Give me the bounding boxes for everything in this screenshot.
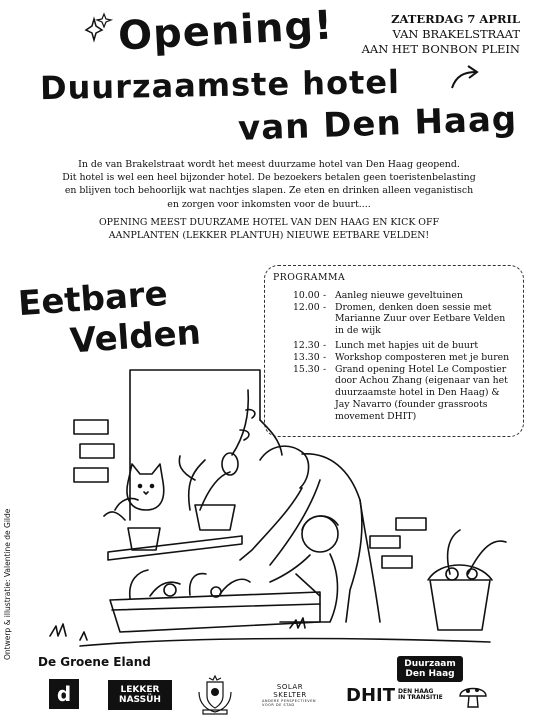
programme-text: Workshop composteren met je buren [335,351,510,363]
programme-time: 10.00 [293,289,320,301]
programme-time: 12.00 [293,301,320,313]
event-details [362,12,520,57]
logo-lekker-line2: NASSÜH [119,695,161,705]
logo-solar-skelter [262,680,318,710]
velden-title: Velden [68,312,203,362]
programme-time: 13.30 [293,351,320,363]
garden-illustration [20,360,520,650]
programme-dash: - [323,351,327,363]
programme-dash: - [323,301,327,313]
programme-text: Aanleg nieuwe geveltuinen [335,289,463,301]
intro-line: en blijven toch behoorlijk wat nachtjes slapen. Ze eten en drinken alleen veganistisch [64,185,474,197]
intro-paragraph [50,158,488,211]
programme-title: PROGRAMMA [273,272,346,283]
opening-line: AANPLANTEN (LEKKER PLANTUH) NIEUWE EETBARE VELDEN! [108,230,430,242]
logo-dhit [346,680,443,710]
event-street: VAN BRAKELSTRAAT [392,27,520,41]
logo-solar-line1: SOLAR [276,683,304,691]
headline-van-den-haag: van Den Haag [237,99,518,149]
programme-text: Grand opening Hotel Le Compostier door Achou Zhang (eigenaar van het duurzaamste hotel in Den Haag) & Jay Navarro (founder grassroots movement DHIT) [335,363,508,422]
logo-duurzaam-line1: Duurzaam [404,659,456,669]
logo-dhit-big: DHIT [346,684,395,706]
headline-opening: Opening! [116,2,335,60]
programme-item [293,290,515,302]
doodle-stars-icon [76,10,116,50]
programme-dash: - [323,339,327,351]
mushroom-logo-icon [456,680,490,710]
curved-arrow-icon [448,62,482,92]
logo-duurzaam-den-haag [397,656,463,682]
opening-announcement [50,216,488,242]
programme-item [293,340,515,352]
programme-time: 12.30 [293,339,320,351]
intro-line: en zorgen voor inkomsten voor de buurt.... [167,198,371,210]
programme-item [293,302,515,337]
logo-lekker-nassuh [108,680,172,710]
event-place: AAN HET BONBON PLEIN [361,42,520,56]
headline-duurzaamste-hotel: Duurzaamste hotel [39,62,401,108]
programme-text: Dromen, denken doen sessie met Marianne Zuur over Eetbare Velden in de wijk [335,301,506,337]
logo-dhit-small2: IN TRANSITIE [397,694,443,701]
intro-line: In de van Brakelstraat wordt het meest duurzame hotel van Den Haag geopend. [78,159,460,170]
logo-lekker-line1: LEKKER [120,685,160,695]
event-date: ZATERDAG 7 APRIL [391,12,520,26]
programme-text: Lunch met hapjes uit de buurt [335,339,479,351]
logo-dhit-small1: DEN HAAG [397,687,434,695]
sponsor-de-groene-eland: De Groene Eland [38,655,151,669]
programme-time: 15.30 [293,363,320,375]
city-crest-icon [193,674,237,716]
programme-dash: - [323,363,327,375]
eetbare-title: Eetbare [16,273,169,325]
logo-d-text: d [56,682,72,706]
logo-solar-sub: ANDERE PERSPECTIEVEN VOOR DE STAD [262,699,317,707]
programme-dash: - [323,289,327,301]
intro-line: Dit hotel is wel een heel bijzonder hotel. De bezoekers betalen geen toeristenbelasting [62,172,476,184]
design-credit: Ontwerp & illustratie: Valentine de Gilde [3,508,12,660]
logo-duurzaam-line2: Den Haag [405,669,455,679]
opening-line: OPENING MEEST DUURZAME HOTEL VAN DEN HAAG EN KICK OFF [98,217,439,228]
logo-solar-line2: SKELTER [273,691,307,699]
logo-d [49,679,79,709]
